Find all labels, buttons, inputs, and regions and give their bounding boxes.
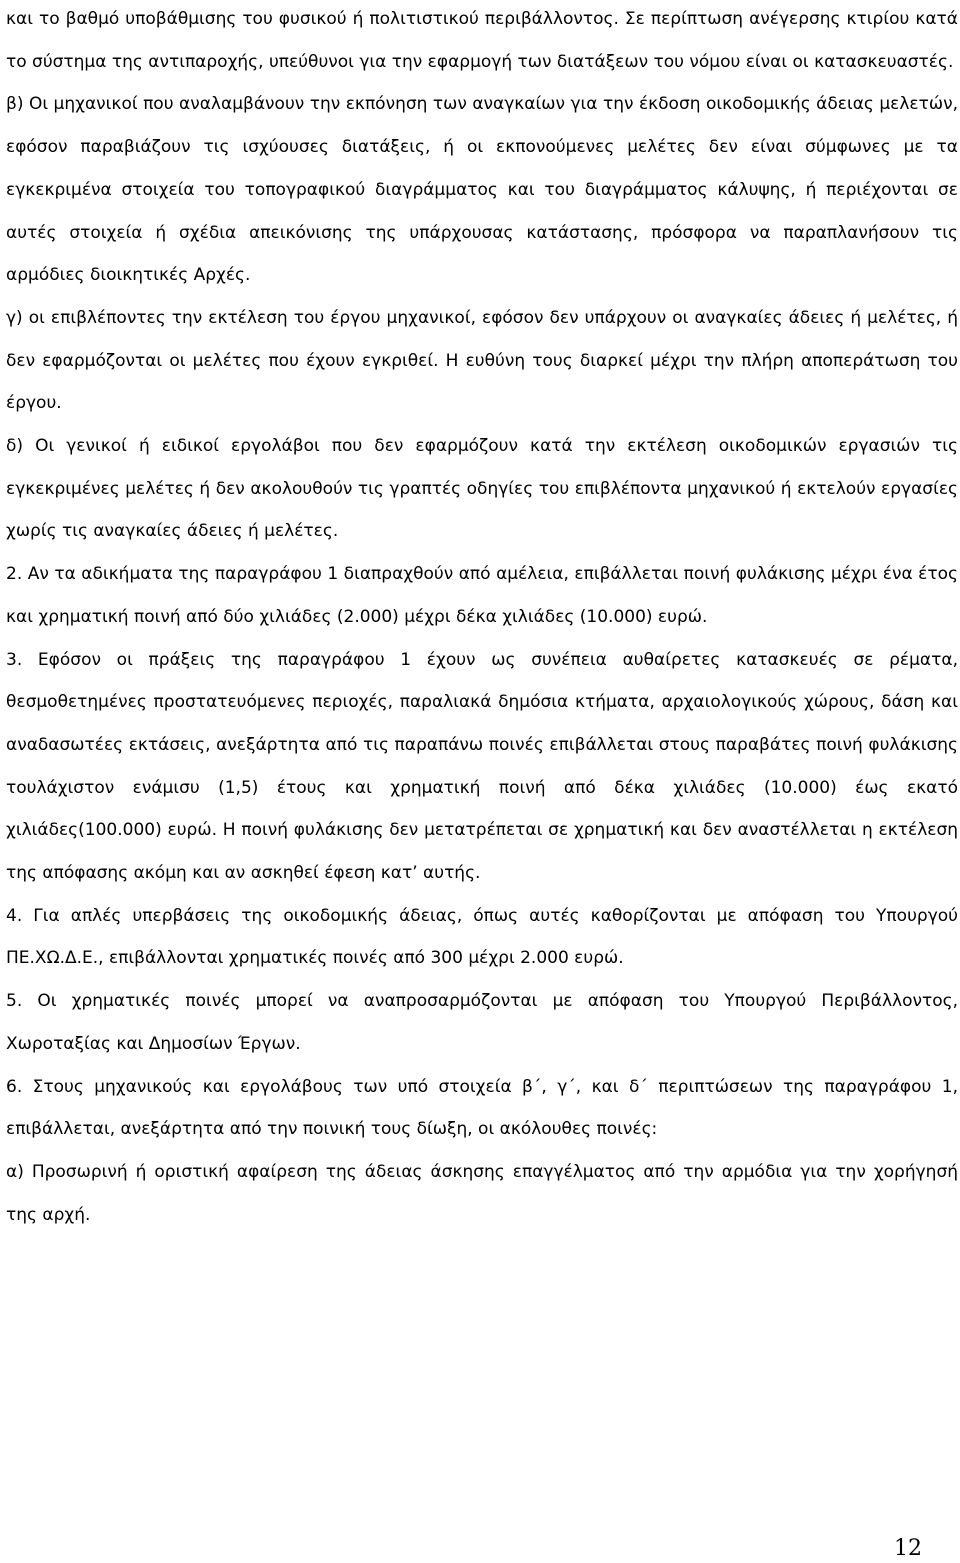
paragraph-d: δ) Οι γενικοί ή ειδικοί εργολάβοι που δεν εφαρμόζουν κατά την εκτέλεση οικοδομικών εργασιών τις εγκεκριμένες μελέτες ή δεν ακολουθούν τις γραπτές οδηγίες του επιβλέποντα μηχανικού ή εκτελούν εργασίες χωρίς τις αναγκαίες άδειες ή μελέτες. [6,436,958,542]
page-number: 12 [894,1536,922,1561]
body-text [6,0,958,1236]
paragraph-b: β) Οι μηχανικοί που αναλαμβάνουν την εκπόνηση των αναγκαίων για την έκδοση οικοδομικής άδειας μελετών, εφόσον παραβιάζουν τις ισχύουσες διατάξεις, ή οι εκπονούμενες μελέτες δεν είναι σύμφωνες με τα εγκεκριμένα στοιχεία του τοπογραφικού διαγράμματος και του διαγράμματος κάλυψης, ή περιέχονται σε αυτές στοιχεία ή σχέδια απεικόνισης της υπάρχουσας κατάστασης, πρόσφορα να παραπλανήσουν τις αρμόδιες διοικητικές Αρχές. [6,94,958,286]
paragraph-continuation: και το βαθμό υποβάθμισης του φυσικού ή πολιτιστικού περιβάλλοντος. Σε περίπτωση ανέγερσης κτιρίου κατά το σύστημα της αντιπαροχής, υπεύθυνοι για την εφαρμογή των διατάξεων του νόμου είναι οι κατασκευαστές. [6,9,958,72]
paragraph-5: 5. Οι χρηματικές ποινές μπορεί να αναπροσαρμόζονται με απόφαση του Υπουργού Περιβάλλοντος, Χωροταξίας και Δημοσίων Έργων. [6,991,958,1054]
paragraph-6: 6. Στους μηχανικούς και εργολάβους των υπό στοιχεία β΄, γ΄, και δ΄ περιπτώσεων της παραγράφου 1, επιβάλλεται, ανεξάρτητα από την ποινική τους δίωξη, οι ακόλουθες ποινές: [6,1076,958,1140]
paragraph-2: 2. Αν τα αδικήματα της παραγράφου 1 διαπραχθούν από αμέλεια, επιβάλλεται ποινή φυλάκισης μέχρι ένα έτος και χρηματική ποινή από δύο χιλιάδες (2.000) μέχρι δέκα χιλιάδες (10.000) ευρώ. [6,564,958,627]
paragraph-c: γ) οι επιβλέποντες την εκτέλεση του έργου μηχανικοί, εφόσον δεν υπάρχουν οι αναγκαίες άδειες ή μελέτες, ή δεν εφαρμόζονται οι μελέτες που έχουν εγκριθεί. Η ευθύνη τους διαρκεί μέχρι την πλήρη αποπεράτωση του έργου. [6,307,958,414]
paragraph-3: 3. Εφόσον οι πράξεις της παραγράφου 1 έχουν ως συνέπεια αυθαίρετες κατασκευές σε ρέματα, θεσμοθετημένες προστατευόμενες περιοχές, παραλιακά δημόσια κτήματα, αρχαιολογικούς χώρους, δάση και αναδασωτέες εκτάσεις, ανεξάρτητα από τις παραπάνω ποινές επιβάλλεται στους παραβάτες ποινή φυλάκισης τουλάχιστον ενάμισυ (1,5) έτους και χρηματική ποινή από δέκα χιλιάδες (10.000) έως εκατό χιλιάδες(100.000) ευρώ. Η ποινή φυλάκισης δεν μετατρέπεται σε χρηματική και δεν αναστέλλεται η εκτέλεση της απόφασης ακόμη και αν ασκηθεί έφεση κατ’ αυτής. [6,649,958,884]
paragraph-4: 4. Για απλές υπερβάσεις της οικοδομικής άδειας, όπως αυτές καθορίζονται με απόφαση του Υπουργού ΠΕ.ΧΩ.Δ.Ε., επιβάλλονται χρηματικές ποινές από 300 μέχρι 2.000 ευρώ. [6,905,958,969]
paragraph-6a: α) Προσωρινή ή οριστική αφαίρεση της άδειας άσκησης επαγγέλματος από την αρμόδια για την χορήγησή της αρχή. [6,1161,958,1225]
